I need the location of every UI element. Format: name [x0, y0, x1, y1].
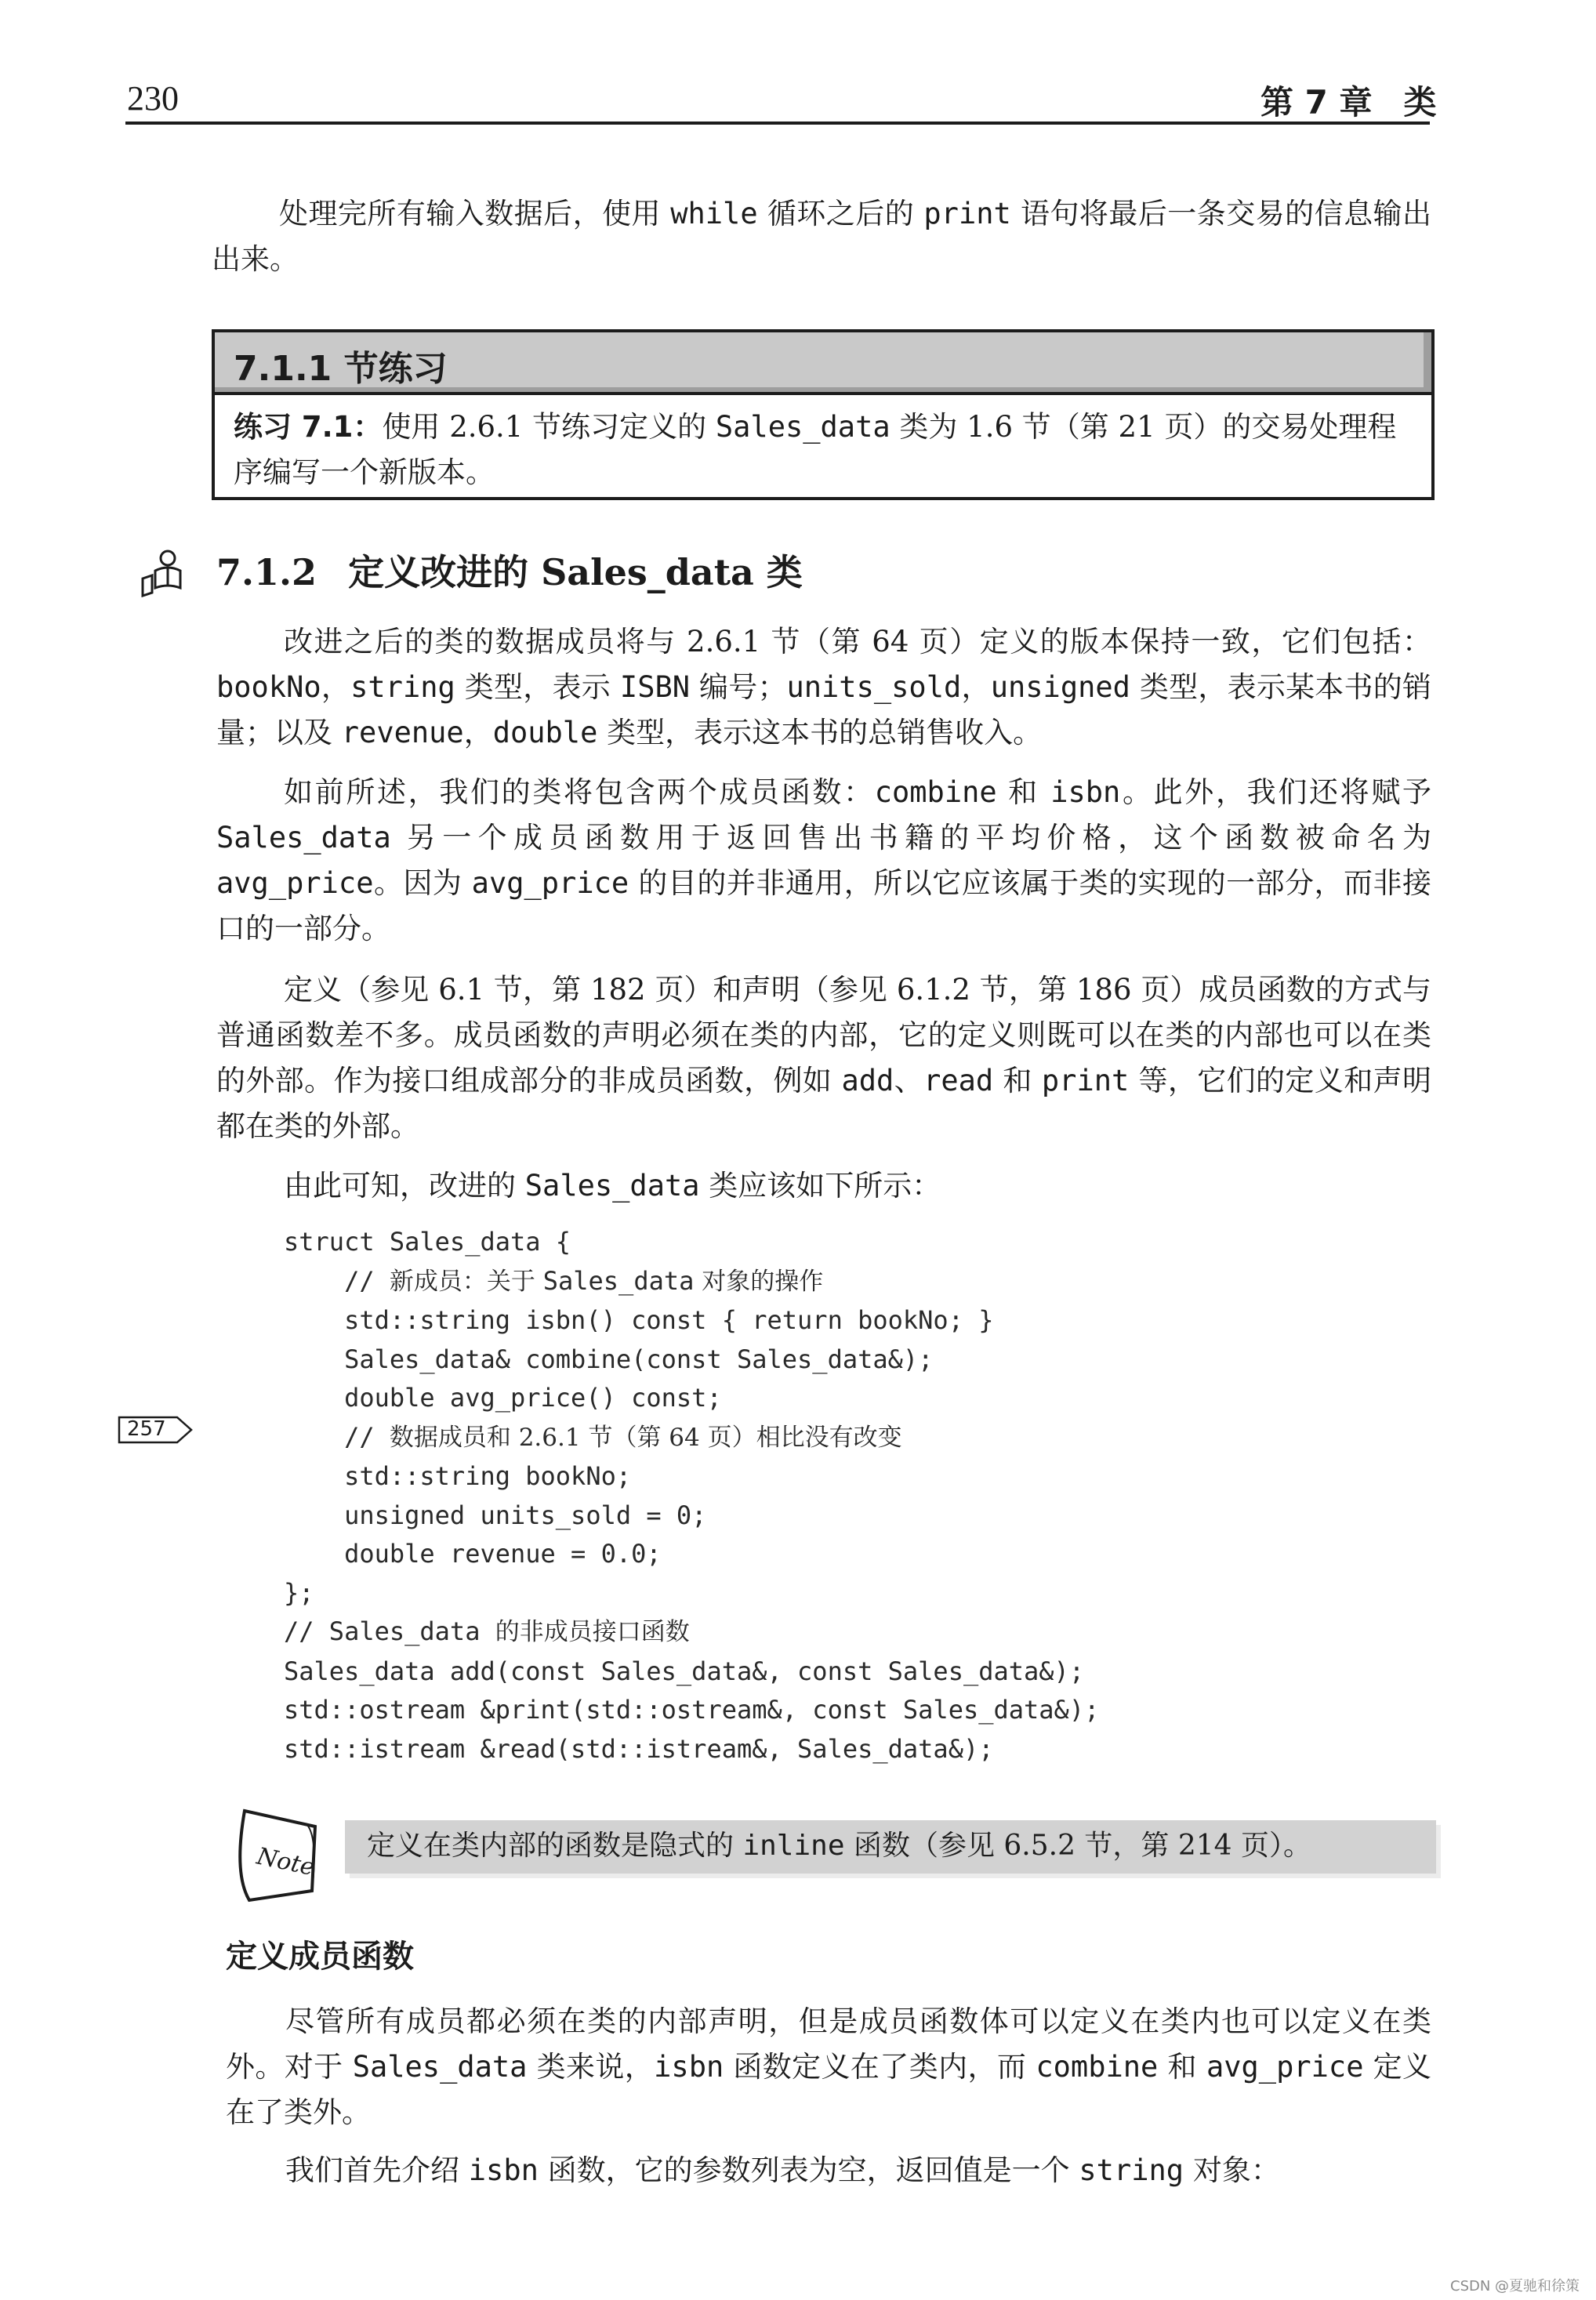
text-run: 定义在类内部的函数是隐式的 — [367, 1830, 743, 1862]
badge-text: 257 — [127, 1417, 166, 1441]
comment-run: 的非成员接口函数 — [495, 1618, 690, 1646]
paragraph-code-intro — [284, 1163, 1428, 1209]
code-run: avg_price — [471, 866, 629, 900]
code-line: std::ostream &print(std::ostream&, const Sales_data&); — [284, 1695, 1100, 1725]
text-run: 和 — [993, 1064, 1042, 1097]
note-icon — [227, 1803, 329, 1905]
running-header — [1260, 77, 1436, 124]
text-run: 。此外，我们还将赋予 — [1120, 775, 1431, 809]
chapter-number: 第 7 章 — [1260, 83, 1373, 122]
text-run: 。因为 — [373, 866, 472, 900]
code-run: string — [350, 670, 455, 704]
code-run: print — [1041, 1064, 1130, 1097]
code-line: unsigned units_sold = 0; — [284, 1500, 707, 1530]
comment-run: 对象的操作 — [694, 1267, 824, 1296]
paragraph-isbn-intro — [285, 2148, 1430, 2193]
code-line: std::string bookNo; — [284, 1461, 632, 1491]
text-run: 函数定义在了类内，而 — [724, 2050, 1036, 2084]
comment-run: 数据成员和 2.6.1 节（第 64 页）相比没有改变 — [389, 1423, 902, 1452]
header-rule — [125, 122, 1430, 125]
note-callout — [345, 1820, 1436, 1874]
text-run: 定义（参见 6.1 节，第 182 页）和声明（参见 6.1.2 节，第 186 页）成员函数的方式与普通函数差不多。成员函数的声明必须在类的内部，它的定义则既可以在类的内部也可以在类的外部。作为接口组成部分的非成员函数，例如 — [216, 973, 1431, 1097]
code-run: unsigned — [990, 670, 1130, 704]
code-run: while — [670, 197, 758, 230]
paragraph-data-members — [216, 619, 1431, 756]
text-run: 类型，表示 — [455, 670, 620, 704]
code-run: string — [1079, 2153, 1184, 2187]
text-run: 的目的并非通用，所以它应该属于类的实现的一部分，而非接口的一部分。 — [216, 866, 1431, 945]
text-run: ， — [463, 716, 493, 749]
code-run: // Sales_data — [284, 1616, 495, 1646]
text-run: 等，它们的定义和声明都在类的外部。 — [216, 1064, 1432, 1143]
code-line — [284, 1262, 1099, 1302]
code-run: add — [841, 1064, 894, 1097]
text-run: 我们首先介绍 — [285, 2153, 469, 2187]
text-run: 、 — [894, 1064, 924, 1097]
page-number: 230 — [127, 79, 179, 118]
text-run: ， — [961, 670, 991, 704]
text-run: 使用 2.6.1 节练习定义的 — [382, 410, 716, 444]
chapter-title: 类 — [1403, 83, 1437, 122]
code-run: inline — [742, 1830, 845, 1862]
code-run: units_sold — [786, 670, 962, 704]
code-run: isbn — [654, 2050, 724, 2084]
exercise-box — [212, 329, 1435, 500]
code-line — [284, 1613, 1099, 1652]
note-icon-label: Note — [254, 1842, 317, 1882]
code-line: }; — [284, 1577, 314, 1608]
code-run: // — [284, 1421, 390, 1452]
code-line: Sales_data& combine(const Sales_data&); — [284, 1344, 934, 1374]
code-run: revenue — [341, 716, 464, 749]
text-run: 循环之后的 — [757, 197, 924, 230]
paragraph-definitions — [216, 967, 1431, 1149]
paragraph-define-members — [226, 1999, 1431, 2135]
text-run: 和 — [996, 775, 1051, 809]
code-line: std::istream &read(std::istream&, Sales_data&); — [284, 1733, 994, 1764]
code-run: Sales_data — [352, 2050, 528, 2084]
exercise-text — [234, 404, 1416, 495]
code-run: ISBN — [619, 670, 691, 704]
text-run: 类型，表示某本书的销量；以及 — [216, 670, 1432, 749]
comment-run: 新成员：关于 — [389, 1267, 543, 1296]
code-run: isbn — [1050, 775, 1121, 809]
code-line: double revenue = 0.0; — [284, 1539, 662, 1569]
text-run: 处理完所有输入数据后，使用 — [279, 197, 671, 230]
text-run: 函数（参见 6.5.2 节，第 214 页）。 — [844, 1830, 1312, 1862]
text-run: 函数，它的参数列表为空，返回值是一个 — [538, 2153, 1079, 2187]
text-run: 另一个成员函数用于返回售出书籍的平均价格，这个函数被命名为 — [390, 821, 1431, 854]
code-run: Sales_data — [542, 1265, 695, 1296]
text-run: 类型，表示这本书的总销售收入。 — [597, 716, 1043, 749]
text-run: 语句将最后一条交易的信息输出出来。 — [212, 197, 1432, 276]
text-run: 类来说， — [527, 2050, 655, 2084]
text-run: 如前所述，我们的类将包含两个成员函数： — [284, 775, 875, 809]
code-line: std::string isbn() const { return bookNo; } — [284, 1305, 994, 1335]
exercise-header — [215, 332, 1431, 395]
page-reference-badge — [118, 1416, 193, 1444]
code-run: avg_price — [1206, 2050, 1364, 2084]
code-run: read — [923, 1064, 994, 1097]
intro-paragraph — [212, 191, 1431, 282]
code-run: Sales_data — [216, 821, 391, 854]
code-run: avg_price — [216, 866, 374, 900]
text-run: 尽管所有成员都必须在类的内部声明，但是成员函数体可以定义在类内也可以定义在类外。对于 — [226, 2004, 1431, 2084]
code-run: Sales_data — [715, 410, 890, 444]
paragraph-member-functions — [216, 770, 1431, 952]
code-run: Sales_data — [524, 1169, 700, 1203]
code-line: struct Sales_data { — [284, 1227, 571, 1257]
reader-icon — [140, 547, 190, 597]
section-number: 7.1.2 — [216, 551, 317, 593]
code-run: // — [284, 1265, 390, 1296]
text-run: 编号； — [690, 670, 787, 704]
code-listing — [284, 1223, 1099, 1769]
text-run: 改进之后的类的数据成员将与 2.6.1 节（第 64 页）定义的版本保持一致，它们包括： — [284, 625, 1431, 658]
text-run: 由此可知，改进的 — [284, 1169, 525, 1203]
text-run: 类应该如下所示： — [699, 1169, 941, 1203]
text-run: 类为 1.6 节（第 21 页）的交易处理程序编写一个新版本。 — [234, 410, 1397, 489]
text-run: 和 — [1158, 2050, 1206, 2084]
section-heading — [216, 544, 803, 596]
code-run: combine — [874, 775, 997, 809]
section-title: 定义改进的 Sales_data 类 — [348, 551, 803, 593]
exercise-title: 7.1.1 节练习 — [234, 349, 448, 389]
exercise-label: 练习 7.1： — [234, 410, 383, 444]
code-run: double — [492, 716, 598, 749]
note-text — [367, 1823, 1311, 1869]
code-line — [284, 1418, 1099, 1458]
code-run: print — [923, 197, 1011, 230]
code-run: bookNo — [216, 670, 321, 704]
watermark: CSDN @夏驰和徐策 — [1450, 2278, 1580, 2295]
code-run: isbn — [468, 2153, 539, 2187]
code-line: Sales_data add(const Sales_data&, const Sales_data&); — [284, 1656, 1085, 1686]
code-run: combine — [1036, 2050, 1159, 2084]
text-run: 定义在了类外。 — [226, 2050, 1431, 2129]
text-run: ， — [321, 670, 351, 704]
code-line: double avg_price() const; — [284, 1383, 722, 1413]
subsection-heading: 定义成员函数 — [226, 1939, 414, 1975]
text-run: 对象： — [1184, 2153, 1280, 2187]
